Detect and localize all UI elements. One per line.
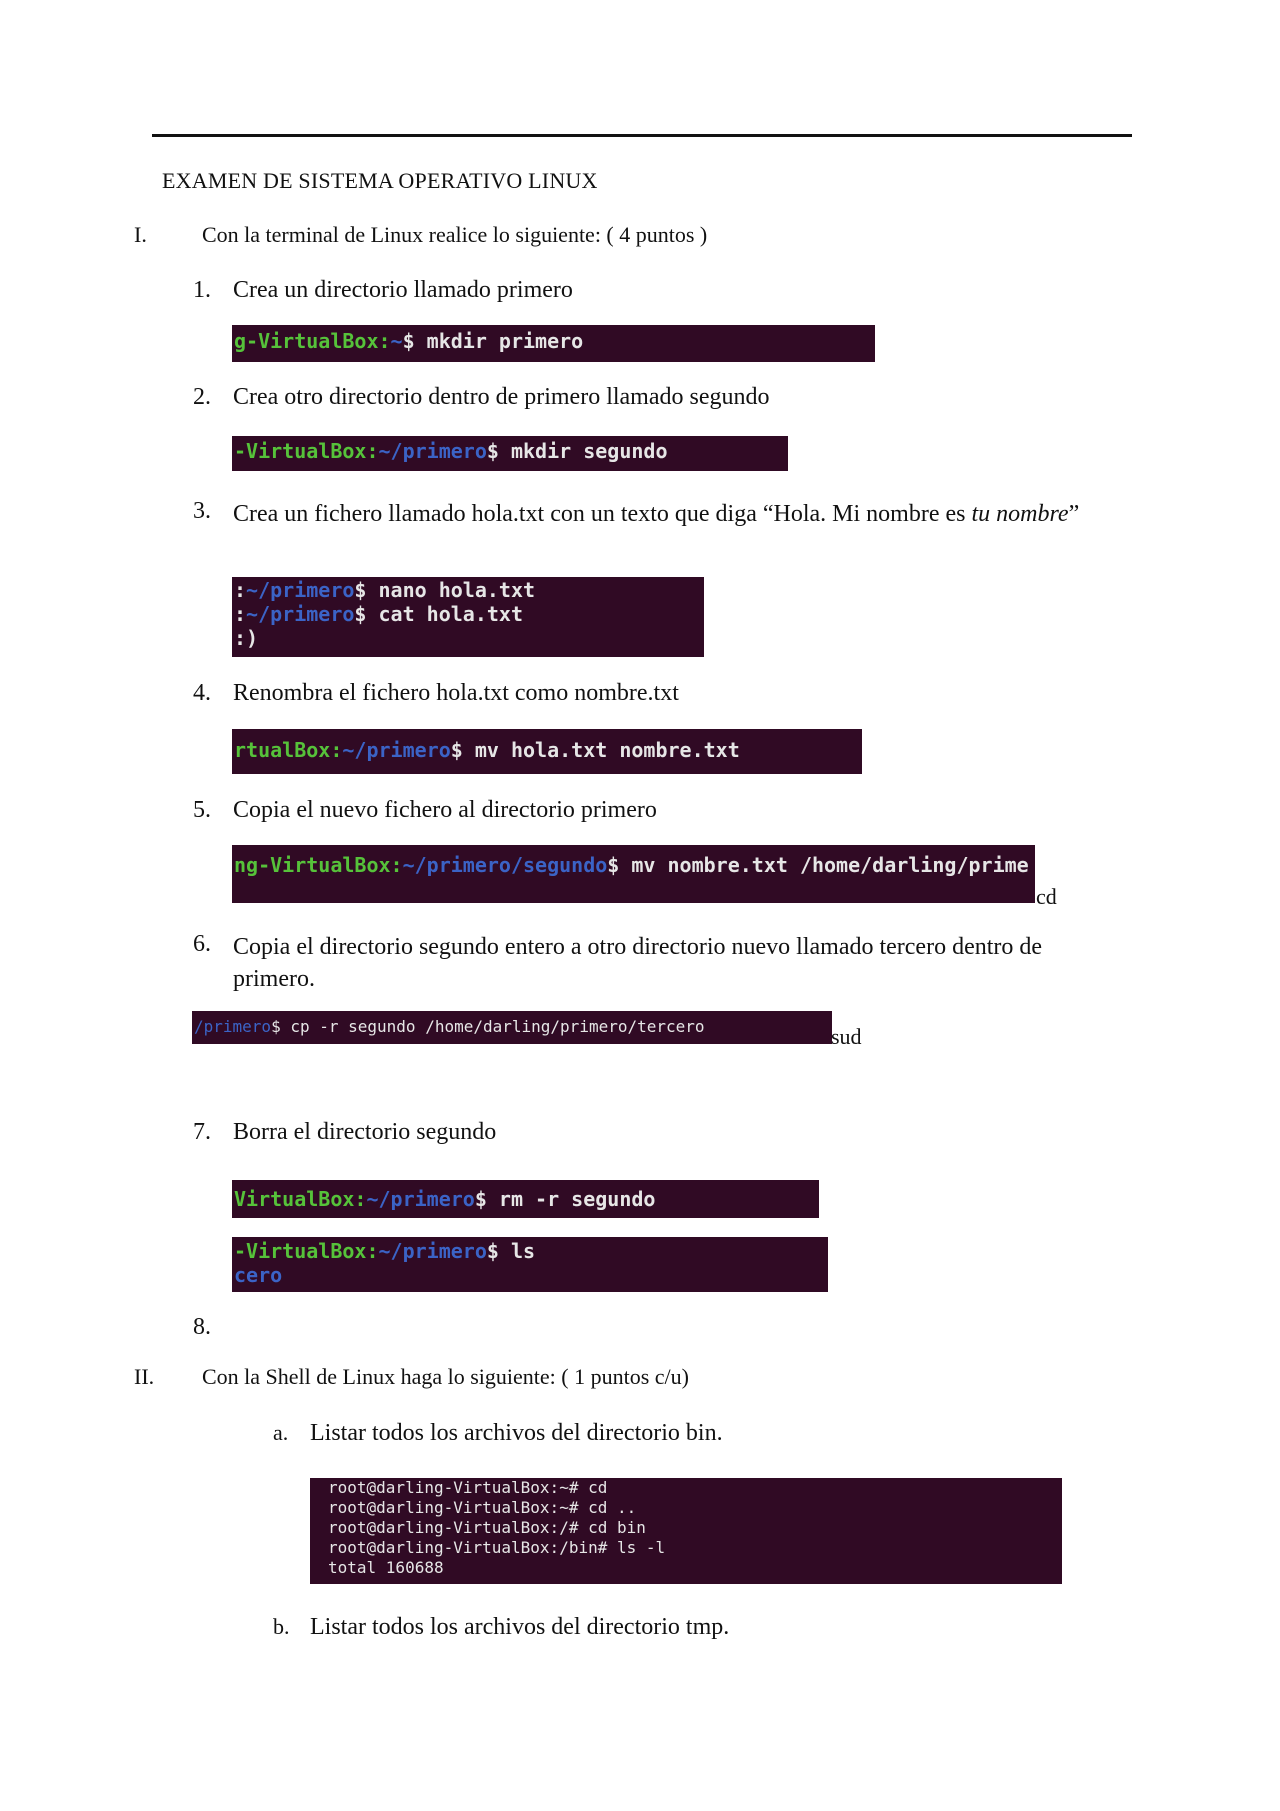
exam-title: EXAMEN DE SISTEMA OPERATIVO LINUX: [162, 168, 598, 193]
item-3-number: 3.: [193, 498, 211, 524]
prompt-path: ~: [390, 329, 403, 353]
item-b-text: Listar todos los archivos del directorio tmp.: [310, 1614, 730, 1640]
terminal-line: [192, 1011, 832, 1037]
terminal-command: $ ls: [486, 1239, 536, 1263]
section-1-heading: Con la terminal de Linux realice lo siguiente: ( 4 puntos ): [202, 222, 708, 247]
prompt-path: ~/primero: [366, 1187, 475, 1211]
item-8-number: 8.: [193, 1314, 211, 1340]
terminal-output-line: root@darling-VirtualBox:/# cd bin: [328, 1518, 646, 1537]
item-2-text: Crea otro directorio dentro de primero llamado segundo: [233, 384, 770, 410]
terminal-output-line: :): [234, 626, 259, 650]
section-1-numeral: I.: [134, 222, 147, 247]
prompt-path: ~/primero: [378, 439, 487, 463]
terminal-screenshot-2: [232, 436, 788, 471]
prompt-host: VirtualBox:: [234, 1187, 367, 1211]
terminal-screenshot-5: [232, 845, 1035, 903]
stray-text-sud: sud: [831, 1024, 862, 1049]
terminal-screenshot-1: [232, 325, 875, 362]
prompt-host: -VirtualBox:: [234, 439, 379, 463]
section-2-heading: Con la Shell de Linux haga lo siguiente: ( 1 puntos c/u): [202, 1364, 689, 1389]
item-6-number: 6.: [193, 931, 211, 957]
terminal-line: [232, 436, 788, 463]
item-6-text: Copia el directorio segundo entero a otro directorio nuevo llamado tercero dentro de primero.: [233, 934, 1043, 992]
terminal-command: $ nano hola.txt: [354, 578, 536, 602]
prompt-path: ~/primero: [342, 738, 451, 762]
item-4-text: Renombra el fichero hola.txt como nombre.txt: [233, 680, 679, 706]
terminal-line: [232, 602, 704, 626]
section-2-numeral: II.: [134, 1364, 155, 1389]
item-1-text: Crea un directorio llamado primero: [233, 277, 573, 303]
terminal-screenshot-6: [192, 1011, 832, 1044]
terminal-command: $ mv nombre.txt /home/darling/prime: [607, 853, 1029, 877]
item-3-text: [233, 498, 1083, 530]
terminal-line: [232, 845, 1035, 877]
prompt-host: rtualBox:: [234, 738, 343, 762]
terminal-command: $ mkdir primero: [402, 329, 584, 353]
terminal-output-line: root@darling-VirtualBox:~# cd ..: [328, 1498, 637, 1517]
item-7-text: Borra el directorio segundo: [233, 1119, 497, 1145]
prompt-path: ~/primero: [246, 578, 355, 602]
terminal-command: $ rm -r segundo: [474, 1187, 656, 1211]
terminal-line: [232, 1180, 819, 1211]
item-7-number: 7.: [193, 1119, 211, 1145]
terminal-screenshot-bin: [310, 1478, 1062, 1584]
prompt-host: ng-VirtualBox:: [234, 853, 403, 877]
prompt-path: ~/primero/segundo: [402, 853, 608, 877]
terminal-output-line: cero: [234, 1263, 283, 1287]
header-rule: [152, 134, 1132, 137]
item-3-text-end: ”: [1068, 501, 1080, 527]
terminal-command: $ mv hola.txt nombre.txt: [450, 738, 740, 762]
prompt-host: -VirtualBox:: [234, 1239, 379, 1263]
prompt-separator: :: [234, 578, 247, 602]
prompt-path: ~/primero: [246, 602, 355, 626]
terminal-screenshot-7a: [232, 1180, 819, 1218]
item-b-letter: b.: [273, 1614, 290, 1639]
item-2-number: 2.: [193, 384, 211, 410]
terminal-line: [232, 325, 875, 353]
item-5-number: 5.: [193, 797, 211, 823]
prompt-host: g-VirtualBox:: [234, 329, 391, 353]
prompt-path: /primero: [194, 1017, 272, 1036]
prompt-path: ~/primero: [378, 1239, 487, 1263]
prompt-separator: :: [234, 602, 247, 626]
item-3-text-plain: Crea un fichero llamado hola.txt con un texto que diga “Hola. Mi nombre es: [233, 501, 972, 527]
terminal-output-line: root@darling-VirtualBox:/bin# ls -l: [328, 1538, 666, 1557]
terminal-command: $ cat hola.txt: [354, 602, 523, 626]
terminal-line: [232, 1237, 828, 1263]
item-a-text: Listar todos los archivos del directorio bin.: [310, 1420, 723, 1446]
terminal-output-line: root@darling-VirtualBox:~# cd: [328, 1478, 608, 1497]
terminal-command: $ mkdir segundo: [486, 439, 668, 463]
terminal-output-line: total 160688: [328, 1558, 444, 1577]
item-1-number: 1.: [193, 277, 211, 303]
stray-text-cd: cd: [1036, 884, 1057, 909]
terminal-screenshot-4: [232, 729, 862, 774]
terminal-line: [232, 577, 704, 602]
terminal-screenshot-7b: [232, 1237, 828, 1292]
item-5-text: Copia el nuevo fichero al directorio primero: [233, 797, 657, 823]
terminal-screenshot-3: [232, 577, 704, 657]
terminal-line: [232, 729, 862, 762]
item-a-letter: a.: [273, 1420, 289, 1445]
item-3-text-italic: tu nombre: [971, 501, 1069, 527]
terminal-command: $ cp -r segundo /home/darling/primero/tercero: [271, 1017, 705, 1036]
item-4-number: 4.: [193, 680, 211, 706]
